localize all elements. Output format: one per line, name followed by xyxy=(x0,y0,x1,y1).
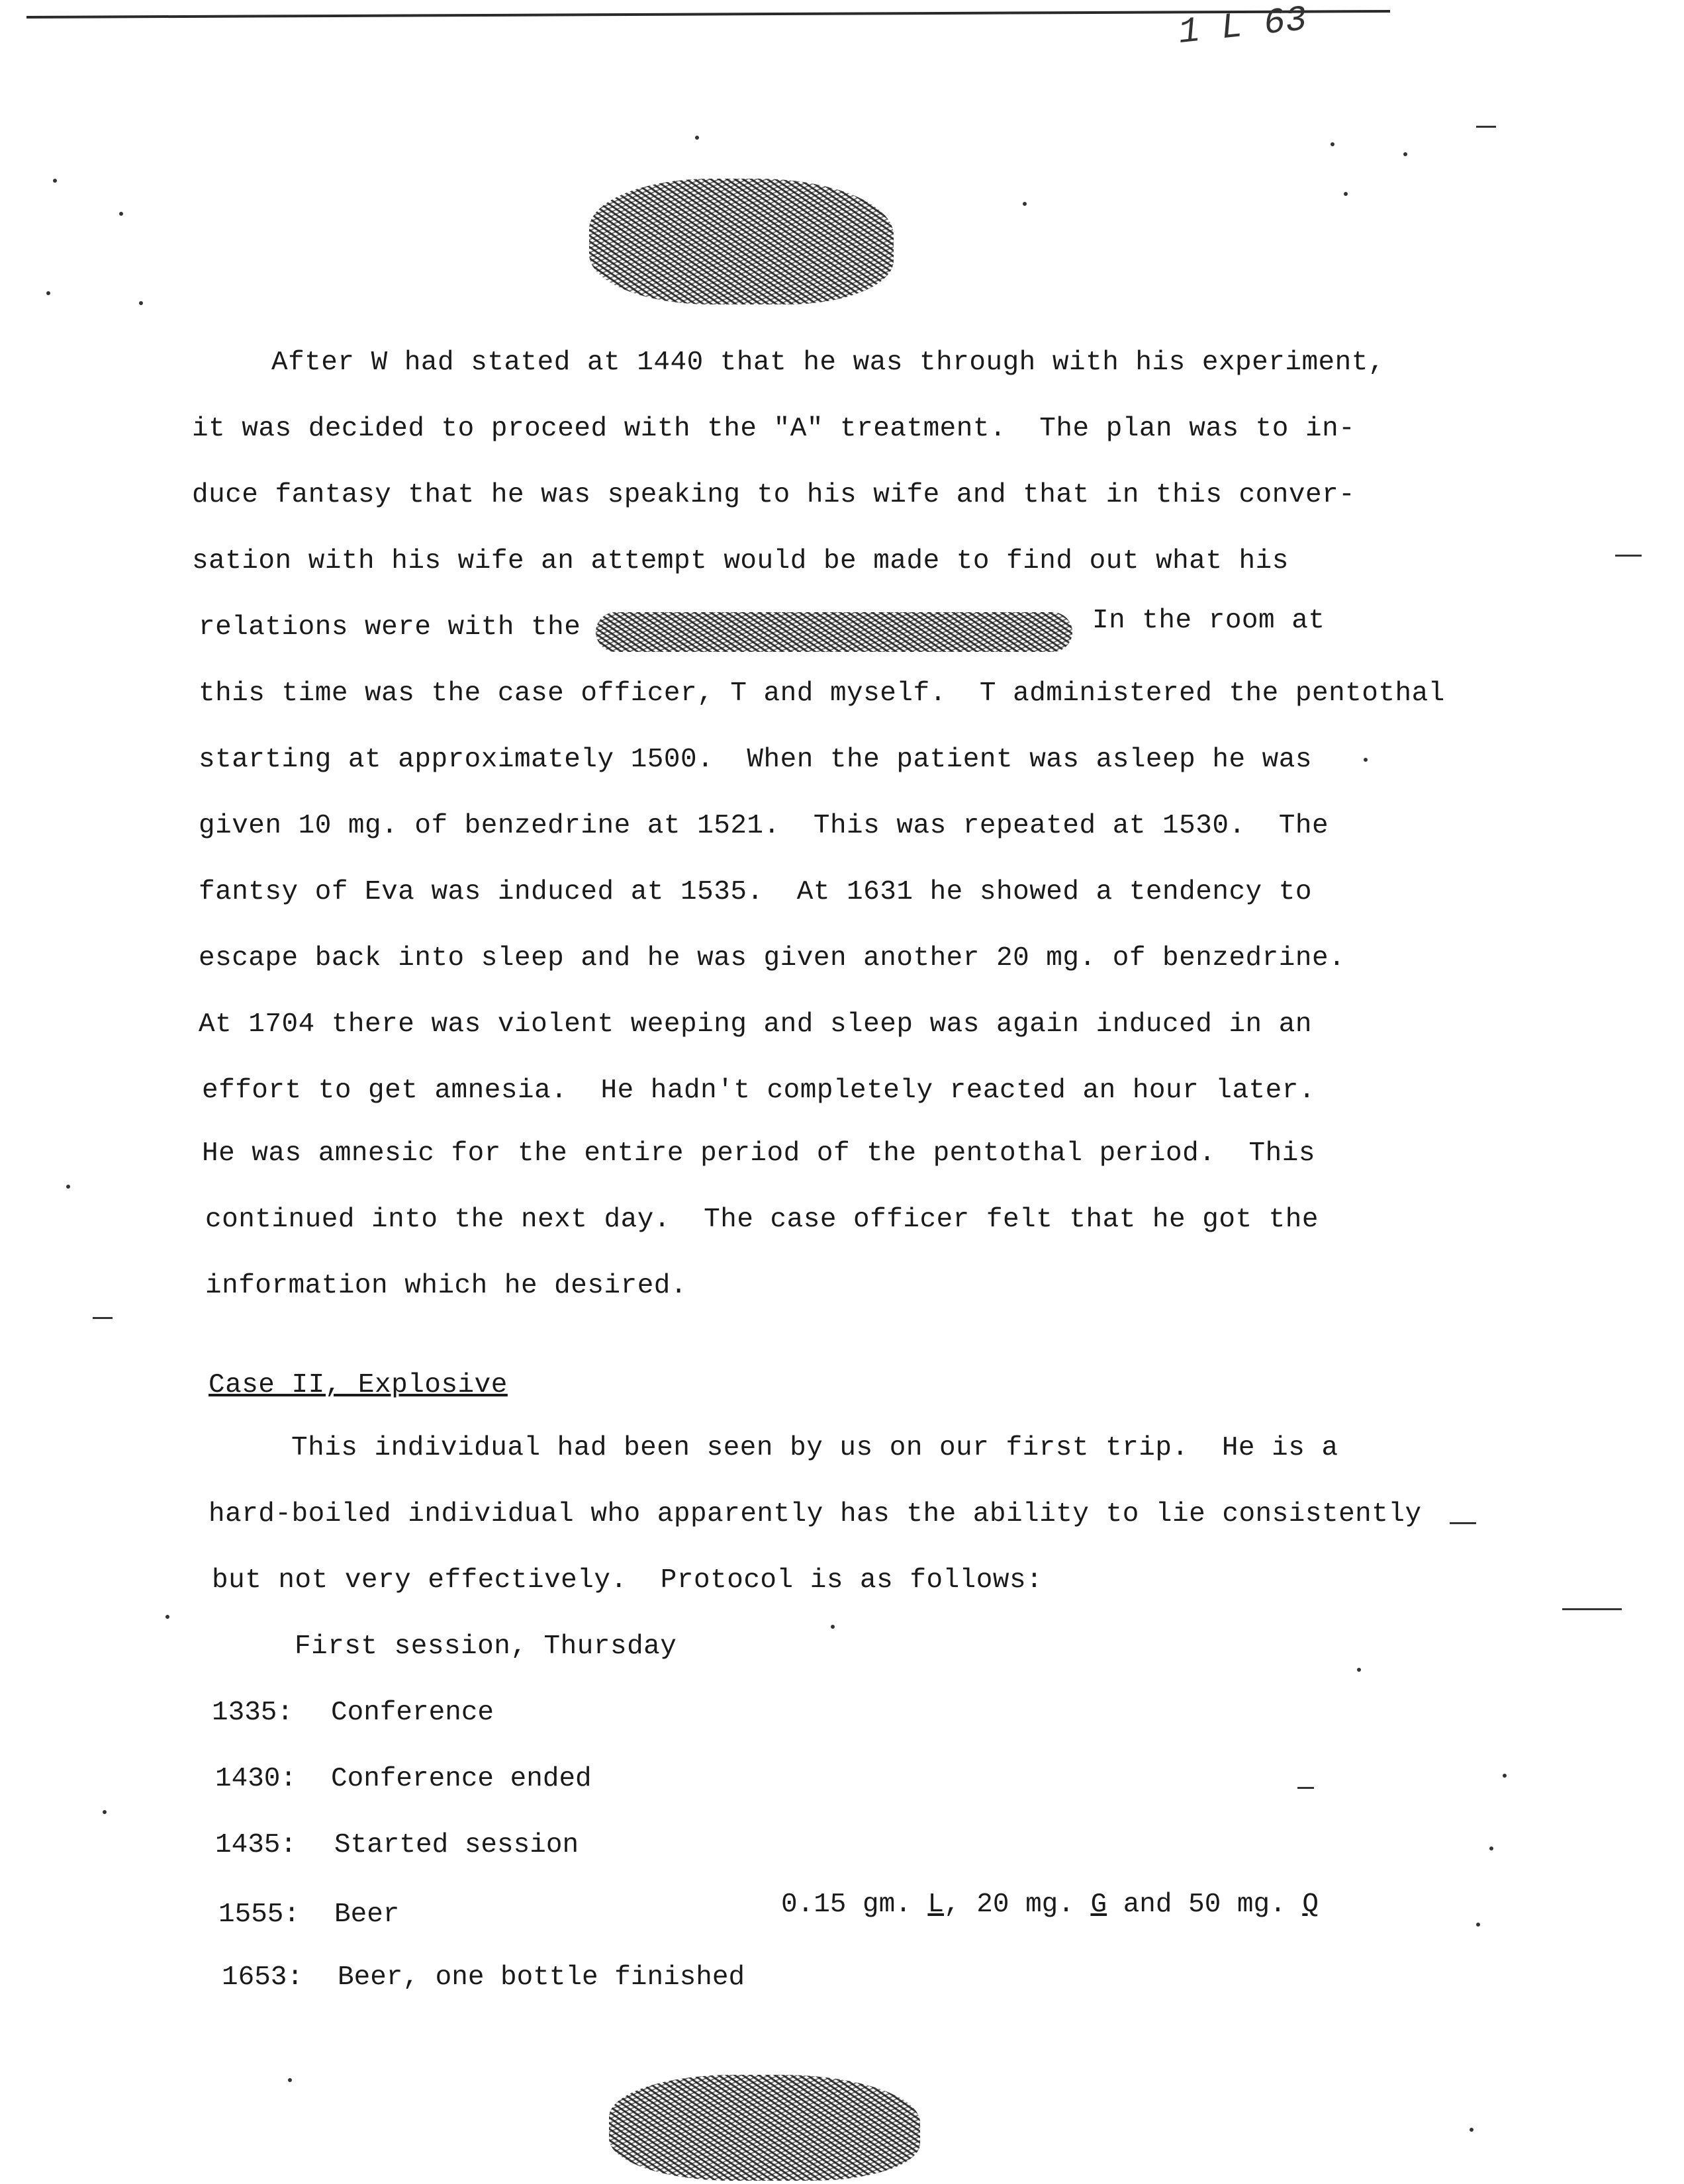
log-time: 1335: xyxy=(212,1698,294,1728)
redaction-header xyxy=(589,179,894,304)
text-line: but not very effectively. Protocol is as follows: xyxy=(212,1565,1043,1596)
scan-speck xyxy=(1403,152,1407,156)
dose-prefix: 0.15 gm. xyxy=(781,1889,928,1920)
text-line: given 10 mg. of benzedrine at 1521. This was repeated at 1530. The xyxy=(199,811,1329,841)
text-line: This individual had been seen by us on our first trip. He is a xyxy=(291,1433,1338,1463)
text-line: effort to get amnesia. He hadn't completely reacted an hour later. xyxy=(202,1075,1315,1106)
scan-mark xyxy=(1615,555,1642,557)
log-time: 1430: xyxy=(215,1764,297,1794)
scan-speck xyxy=(1023,202,1027,206)
dose-g: G xyxy=(1090,1889,1107,1920)
text-line: After W had stated at 1440 that he was through with his experiment, xyxy=(271,347,1385,378)
session-heading: First session, Thursday xyxy=(295,1631,677,1662)
scan-speck xyxy=(103,1810,107,1814)
text-line: starting at approximately 1500. When the patient was asleep he was xyxy=(199,745,1312,775)
text-line: At 1704 there was violent weeping and sleep was again induced in an xyxy=(199,1009,1312,1040)
log-time: 1435: xyxy=(215,1830,297,1860)
case-heading: Case II, Explosive xyxy=(209,1370,508,1400)
scan-speck xyxy=(165,1615,169,1619)
text-line: duce fantasy that he was speaking to his wife and that in this conver- xyxy=(192,480,1356,510)
dose-note xyxy=(781,1889,1319,1920)
scan-speck xyxy=(119,212,123,216)
scan-speck xyxy=(1503,1774,1507,1778)
scan-speck xyxy=(46,291,50,295)
scan-mark xyxy=(1476,126,1496,128)
text-line: this time was the case officer, T and myself. T administered the pentothal xyxy=(199,678,1445,709)
text-line: sation with his wife an attempt would be made to find out what his xyxy=(192,546,1289,576)
text-line: hard-boiled individual who apparently has the ability to lie consistently xyxy=(209,1499,1422,1529)
dose-l: L xyxy=(927,1889,945,1920)
dose-and: and 50 mg. xyxy=(1107,1889,1303,1920)
scan-speck xyxy=(1357,1668,1361,1672)
log-text: Started session xyxy=(334,1830,579,1860)
log-time: 1555: xyxy=(218,1899,301,1930)
scan-mark xyxy=(1450,1522,1476,1524)
scan-speck xyxy=(1470,2128,1474,2132)
page-number: 1 L 63 xyxy=(1176,0,1309,54)
scan-speck xyxy=(66,1185,70,1189)
scan-speck xyxy=(1489,1846,1493,1850)
scan-mark xyxy=(1562,1608,1622,1610)
scan-speck xyxy=(288,2078,292,2082)
log-text: Beer, one bottle finished xyxy=(338,1962,745,1993)
text-line: continued into the next day. The case officer felt that he got the xyxy=(205,1205,1319,1235)
scan-speck xyxy=(53,179,57,183)
log-text: Beer xyxy=(334,1899,400,1930)
text-line: In the room at xyxy=(1092,606,1325,636)
scan-speck xyxy=(1476,1923,1480,1927)
text-line: information which he desired. xyxy=(205,1271,688,1301)
log-time: 1653: xyxy=(222,1962,304,1993)
dose-q: Q xyxy=(1302,1889,1319,1920)
scan-speck xyxy=(139,301,143,305)
dose-mid: , 20 mg. xyxy=(944,1889,1091,1920)
text-line: relations were with the xyxy=(199,612,581,643)
text-line: it was decided to proceed with the "A" treatment. The plan was to in- xyxy=(192,414,1356,444)
log-text: Conference xyxy=(331,1698,494,1728)
scan-speck xyxy=(831,1625,835,1629)
redaction-inline xyxy=(596,612,1072,652)
scan-mark xyxy=(93,1317,113,1319)
scan-speck xyxy=(1331,142,1334,146)
scan-speck xyxy=(1364,758,1368,762)
text-line: escape back into sleep and he was given another 20 mg. of benzedrine. xyxy=(199,943,1346,974)
scan-mark xyxy=(1297,1787,1314,1789)
scan-speck xyxy=(1344,192,1348,196)
text-line: fantsy of Eva was induced at 1535. At 1631 he showed a tendency to xyxy=(199,877,1312,907)
log-text: Conference ended xyxy=(331,1764,592,1794)
scan-speck xyxy=(695,136,699,140)
redaction-footer xyxy=(609,2075,920,2181)
text-line: He was amnesic for the entire period of the pentothal period. This xyxy=(202,1138,1315,1169)
